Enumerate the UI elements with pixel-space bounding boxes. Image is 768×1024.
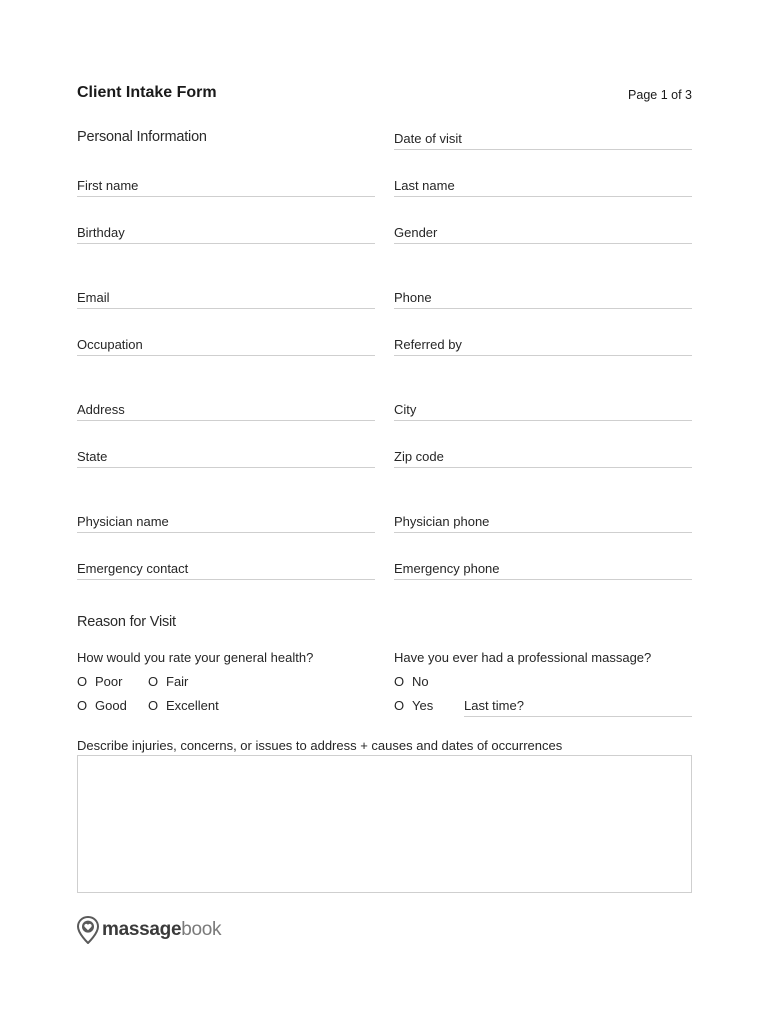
section-title-personal: Personal Information xyxy=(77,129,207,145)
massage-question: Have you ever had a professional massage? xyxy=(394,650,652,665)
radio-label: Excellent xyxy=(166,698,219,713)
radio-circle-icon: O xyxy=(148,674,159,689)
birthday-field[interactable]: Birthday xyxy=(77,222,375,244)
physician-phone-field[interactable]: Physician phone xyxy=(394,511,692,533)
radio-excellent[interactable] xyxy=(148,698,219,713)
massagebook-logo xyxy=(77,916,221,944)
radio-circle-icon: O xyxy=(77,698,88,713)
radio-fair[interactable] xyxy=(148,674,188,689)
state-field[interactable]: State xyxy=(77,446,375,468)
last-name-field[interactable]: Last name xyxy=(394,175,692,197)
describe-textarea[interactable] xyxy=(77,755,692,893)
emergency-contact-field[interactable]: Emergency contact xyxy=(77,558,375,580)
zip-code-field[interactable]: Zip code xyxy=(394,446,692,468)
physician-name-field[interactable]: Physician name xyxy=(77,511,375,533)
radio-label: Poor xyxy=(95,674,123,689)
occupation-field[interactable]: Occupation xyxy=(77,334,375,356)
logo-text-bold: massage xyxy=(102,919,182,940)
address-field[interactable]: Address xyxy=(77,399,375,421)
radio-good[interactable] xyxy=(77,698,127,713)
first-name-field[interactable]: First name xyxy=(77,175,375,197)
health-question: How would you rate your general health? xyxy=(77,650,314,665)
section-title-reason: Reason for Visit xyxy=(77,614,176,630)
phone-field[interactable]: Phone xyxy=(394,287,692,309)
location-pin-heart-icon xyxy=(77,916,99,944)
describe-label: Describe injuries, concerns, or issues to address + causes and dates of occurrences xyxy=(77,738,563,753)
radio-circle-icon: O xyxy=(148,698,159,713)
emergency-phone-field[interactable]: Emergency phone xyxy=(394,558,692,580)
radio-label: No xyxy=(412,674,429,689)
radio-circle-icon: O xyxy=(77,674,88,689)
radio-poor[interactable] xyxy=(77,674,122,689)
radio-label: Yes xyxy=(412,698,434,713)
referred-by-field[interactable]: Referred by xyxy=(394,334,692,356)
radio-label: Fair xyxy=(166,674,189,689)
page-indicator: Page 1 of 3 xyxy=(628,88,692,102)
radio-label: Good xyxy=(95,698,127,713)
date-of-visit-field[interactable]: Date of visit xyxy=(394,128,692,150)
last-time-field[interactable]: Last time? xyxy=(464,696,692,717)
city-field[interactable]: City xyxy=(394,399,692,421)
radio-yes[interactable] xyxy=(394,698,433,713)
radio-circle-icon: O xyxy=(394,674,405,689)
radio-circle-icon: O xyxy=(394,698,405,713)
radio-no[interactable] xyxy=(394,674,429,689)
logo-text-light: book xyxy=(181,919,222,940)
logo-wordmark xyxy=(102,919,221,941)
form-title: Client Intake Form xyxy=(77,84,217,101)
gender-field[interactable]: Gender xyxy=(394,222,692,244)
email-field[interactable]: Email xyxy=(77,287,375,309)
